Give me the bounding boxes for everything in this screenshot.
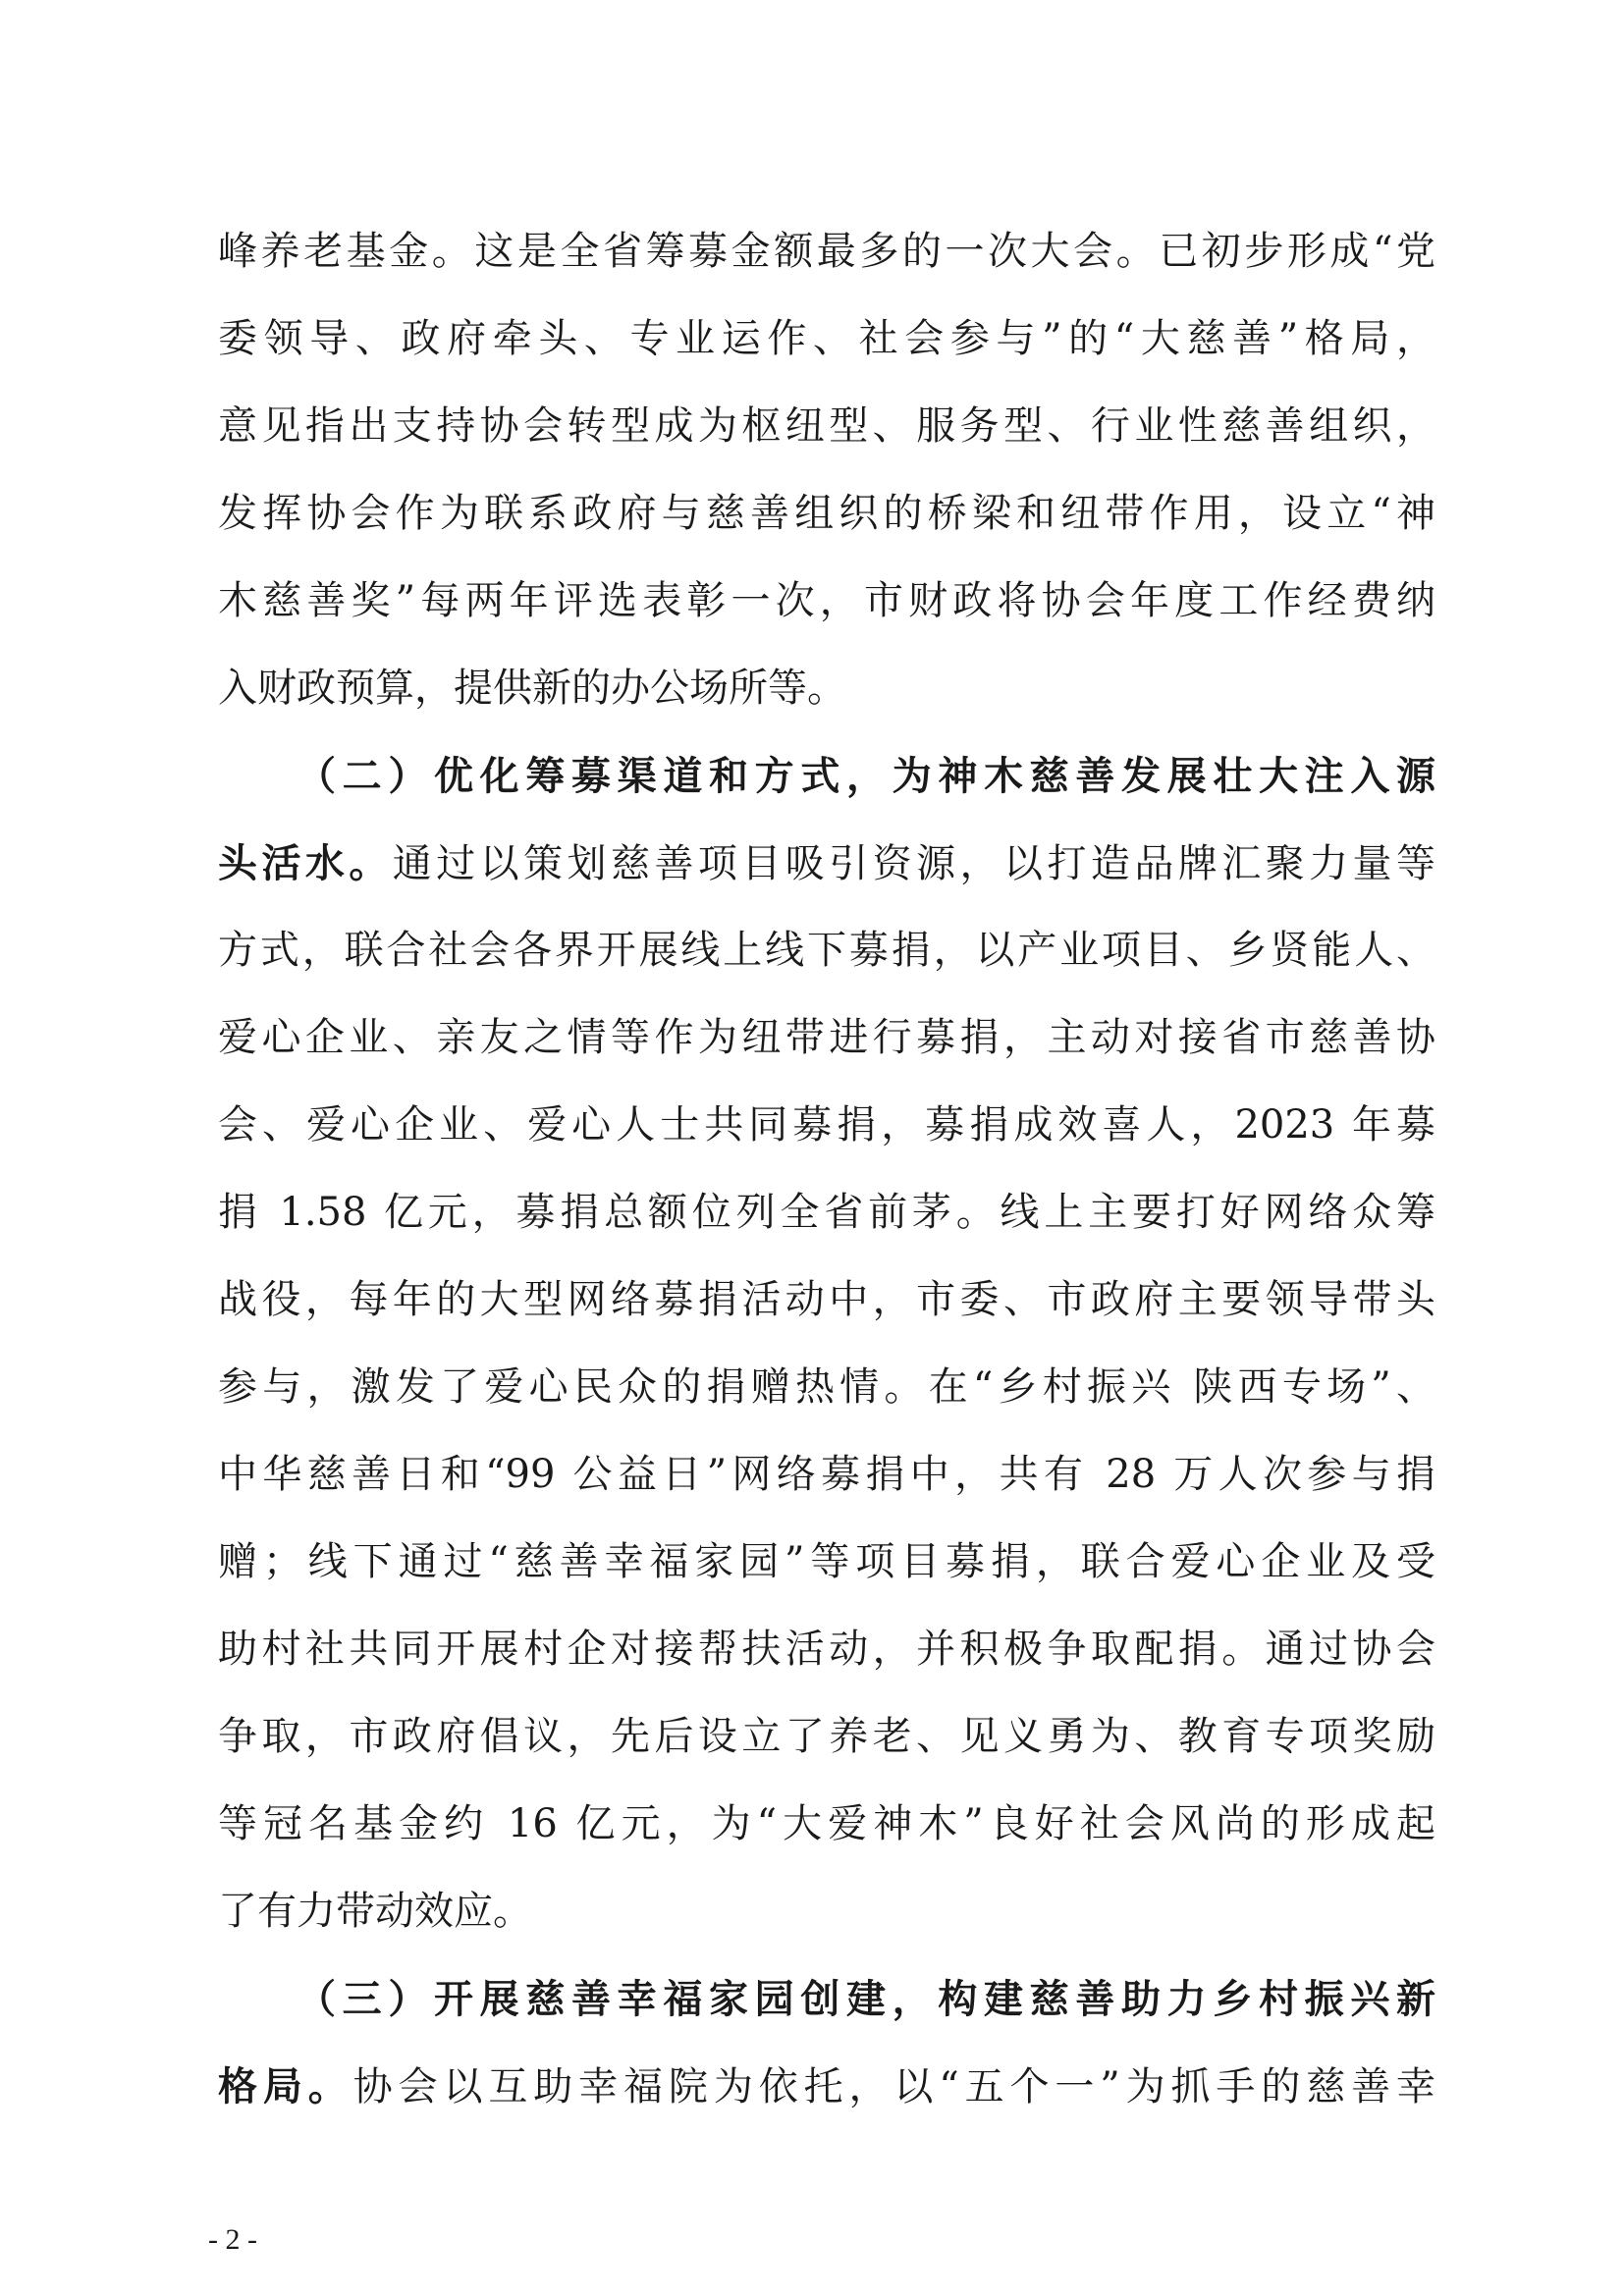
text-line: 峰养老基金。这是全省筹募金额最多的一次大会。已初步形成“党 [218,229,1435,274]
text-line [218,2043,1435,2130]
text-line: 发挥协会作为联系政府与慈善组织的桥梁和纽带作用，设立“神 [218,491,1435,536]
section-heading-3: （三）开展慈善幸福家园创建，构建慈善助力乡村振兴新 [297,1976,1435,2022]
text-line: 意见指出支持协会转型成为枢纽型、服务型、行业性慈善组织， [218,403,1435,449]
page-number: - 2 - [208,2223,257,2256]
text-line [218,820,1435,907]
text-line: 助村社共同开展村企对接帮扶活动，并积极争取配捐。通过协会 [218,1627,1435,1672]
text-line: 了有力带动效应。 [218,1889,532,1934]
text-line: 赠；线下通过“慈善幸福家园”等项目募捐，联合爱心企业及受 [218,1539,1435,1584]
section-heading-2-continuation: 头活水。 [218,840,393,886]
section-heading-3-continuation: 格局。 [218,2063,353,2109]
text-line: 入财政预算，提供新的办公场所等。 [218,666,846,711]
text-line: 战役，每年的大型网络募捐活动中，市委、市政府主要领导带头 [218,1277,1435,1322]
body-text [218,208,1435,2130]
text-line-content: 通过以策划慈善项目吸引资源，以打造品牌汇聚力量等 [392,841,1435,886]
text-line: 会、爱心企业、爱心人士共同募捐，募捐成效喜人，2023 年募 [218,1102,1435,1148]
text-line: 争取，市政府倡议，先后设立了养老、见义勇为、教育专项奖励 [218,1714,1435,1759]
text-line-content: 协会以互助幸福院为依托，以“五个一”为抓手的慈善幸 [352,2064,1435,2109]
text-line: 委领导、政府牵头、专业运作、社会参与”的“大慈善”格局， [218,316,1435,361]
text-line: 捐 1.58 亿元，募捐总额位列全省前茅。线上主要打好网络众筹 [218,1190,1435,1235]
text-line: 等冠名基金约 16 亿元，为“大爱神木”良好社会风尚的形成起 [218,1801,1435,1846]
text-line: 爱心企业、亲友之情等作为纽带进行募捐，主动对接省市慈善协 [218,1015,1435,1060]
section-heading-2: （二）优化筹募渠道和方式，为神木慈善发展壮大注入源 [297,753,1435,799]
text-line: 中华慈善日和“99 公益日”网络募捐中，共有 28 万人次参与捐 [218,1452,1435,1497]
text-line: 木慈善奖”每两年评选表彰一次，市财政将协会年度工作经费纳 [218,578,1435,623]
text-line: 参与，激发了爱心民众的捐赠热情。在“乡村振兴 陕西专场”、 [218,1364,1435,1410]
text-line: 方式，联合社会各界开展线上线下募捐，以产业项目、乡贤能人、 [218,928,1435,973]
